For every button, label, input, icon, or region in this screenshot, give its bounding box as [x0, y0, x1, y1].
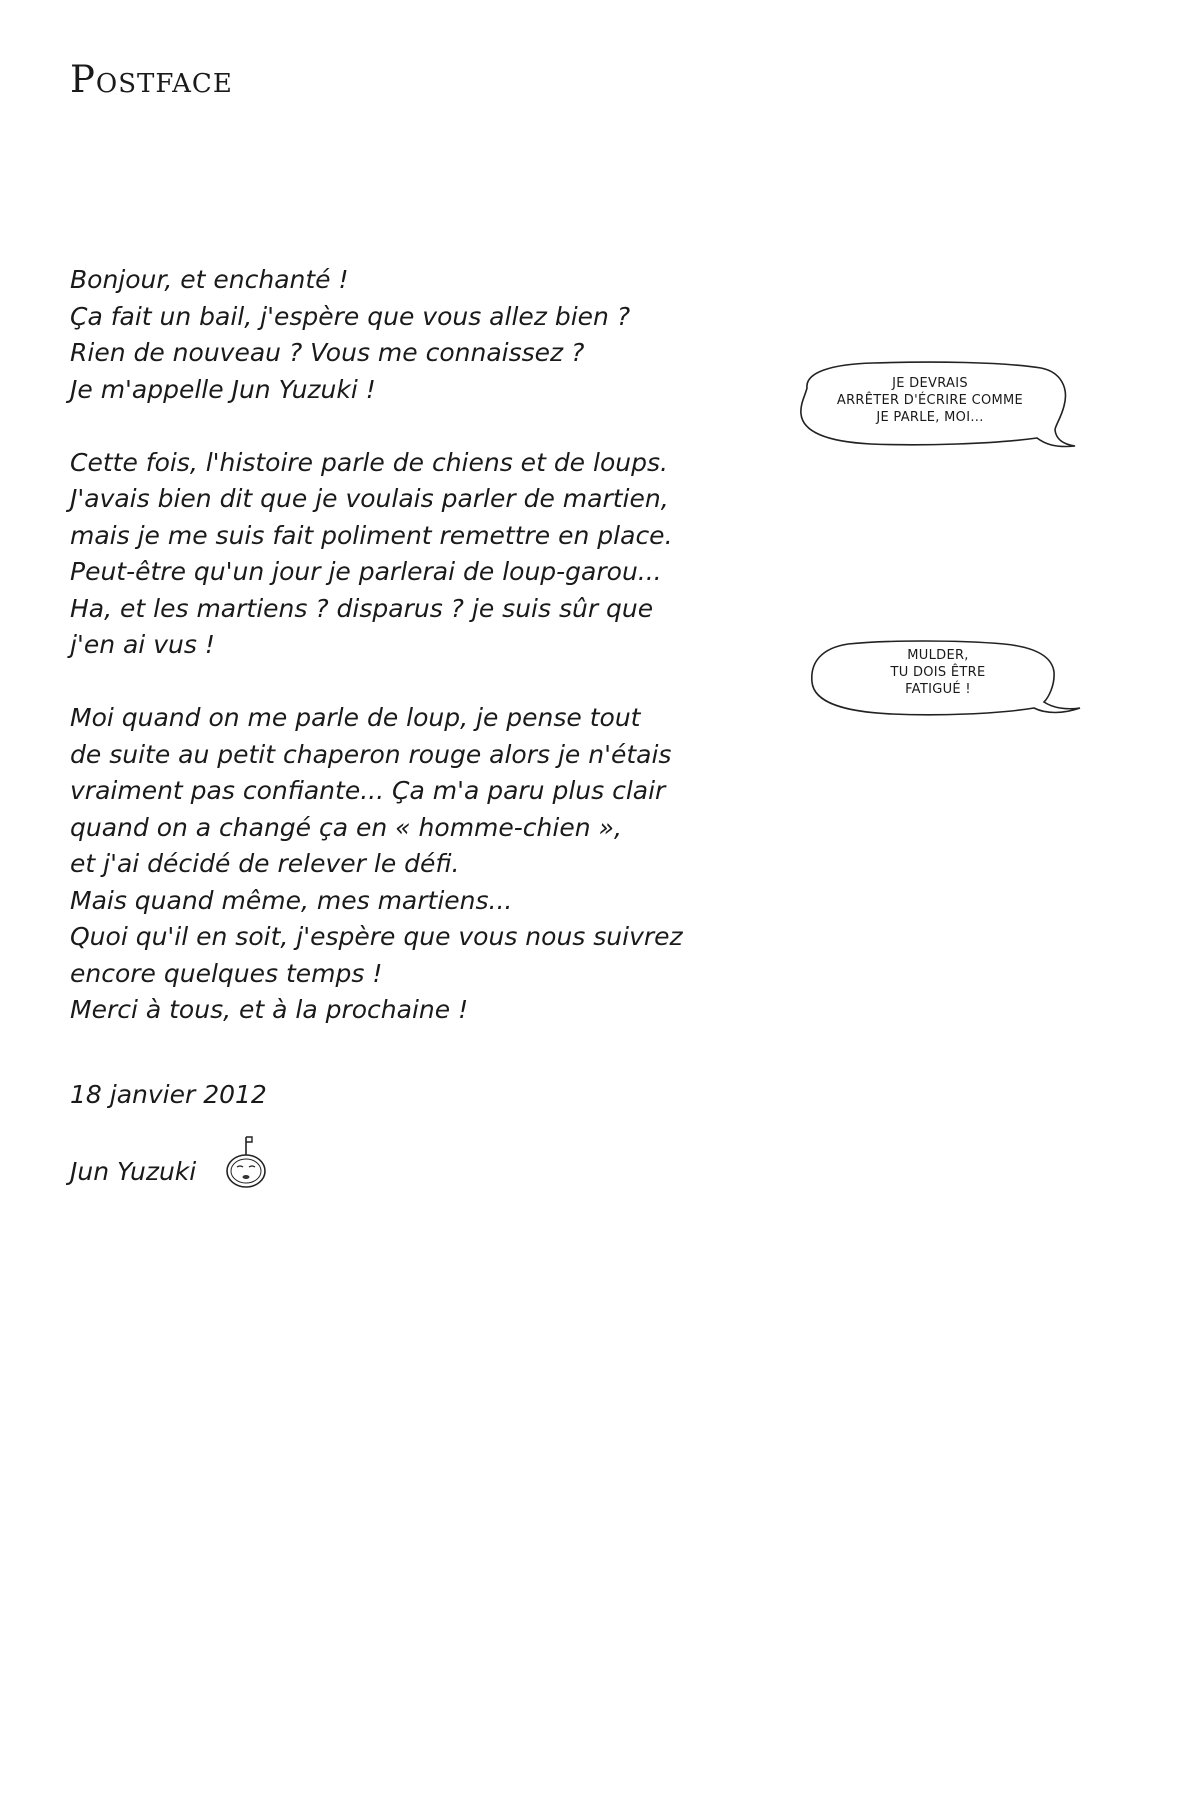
paragraph-wolf: [70, 700, 750, 1029]
text-line: j'en ai vus !: [70, 630, 215, 659]
text-line: mais je me suis fait poliment remettre en place.: [70, 520, 673, 550]
bubble-line: TU DOIS ÊTRE: [890, 665, 986, 680]
speech-bubble-writing: [793, 358, 1083, 458]
signature-name: Jun Yuzuki: [70, 1157, 197, 1186]
paragraph-story: [70, 445, 750, 664]
text-line: Ça fait un bail, j'espère que vous allez bien ?: [70, 301, 631, 331]
signature-date: 18 janvier 2012: [70, 1080, 267, 1109]
bubble-line: ARRÊTER D'ÉCRIRE COMME: [836, 393, 1024, 408]
paragraph-greeting: [70, 262, 750, 408]
text-line: Mais quand même, mes martiens...: [70, 885, 513, 915]
text-line: Je m'appelle Jun Yuzuki !: [70, 374, 376, 404]
text-line: Moi quand on me parle de loup, je pense tout: [70, 703, 641, 732]
text-line: Ha, et les martiens ? disparus ? je suis sûr que: [70, 593, 654, 623]
text-line: encore quelques temps !: [70, 958, 383, 988]
text-line: vraiment pas confiante... Ça m'a paru plus clair: [70, 776, 666, 805]
text-line: quand on a changé ça en « homme-chien »,: [70, 812, 622, 842]
text-line: et j'ai décidé de relever le défi.: [70, 849, 460, 878]
text-line: Peut-être qu'un jour je parlerai de loup-garou...: [70, 557, 662, 586]
bubble-line: FATIGUÉ !: [905, 682, 971, 697]
postface-body: [70, 262, 750, 1065]
bubble-text: [815, 375, 1045, 426]
bubble-line: JE PARLE, MOI...: [876, 410, 984, 425]
text-line: de suite au petit chaperon rouge alors je n'étais: [70, 739, 672, 769]
speech-bubble-mulder: [808, 638, 1088, 718]
bubble-line: JE DEVRAIS: [892, 376, 968, 391]
bubble-text: [848, 647, 1028, 698]
author-face-doodle-icon: [221, 1131, 271, 1191]
page-title: Postface: [70, 58, 233, 101]
text-line: Bonjour, et enchanté !: [70, 265, 349, 294]
text-line: Cette fois, l'histoire parle de chiens et de loups.: [70, 447, 668, 477]
text-line: Merci à tous, et à la prochaine !: [70, 995, 469, 1024]
text-line: Rien de nouveau ? Vous me connaissez ?: [70, 338, 585, 367]
text-line: Quoi qu'il en soit, j'espère que vous nous suivrez: [70, 922, 683, 951]
text-line: J'avais bien dit que je voulais parler de martien,: [70, 484, 669, 513]
bubble-line: MULDER,: [907, 648, 969, 663]
